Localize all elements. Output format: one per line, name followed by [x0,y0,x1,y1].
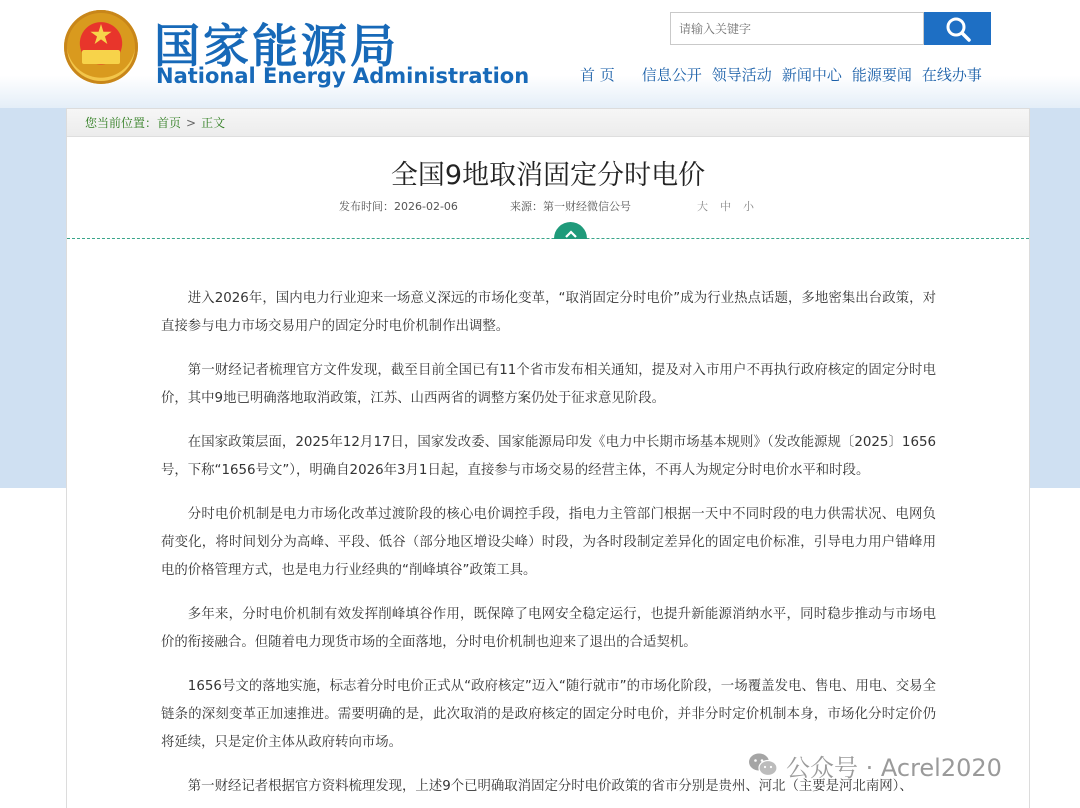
paragraph: 第一财经记者根据官方资料梳理发现，上述9个已明确取消固定分时电价政策的省市分别是贵州、河北（主要是河北南网）、 [187,779,913,794]
article-source: 来源：第一财经微信公号 [510,200,631,213]
watermark [748,748,1002,782]
national-emblem-icon[interactable] [64,10,138,84]
article-body [161,285,936,808]
wechat-icon [748,752,778,778]
nav-online-services[interactable]: 在线办事 [921,66,982,84]
breadcrumb-home[interactable]: 首页 [157,116,182,130]
paragraph: 分时电价机制是电力市场化改革过渡阶段的核心电价调控手段，指电力主管部门根据一天中不同时段的电力供需状况、电网负荷变化，将时间划分为高峰、平段、低谷（部分地区增设尖峰）时段，为各时段制定差异化的固定电价标准，引导电力用户错峰用电的价格管理方式，也是电力行业经典的“削峰填谷”政策工具。 [161,507,936,578]
font-size-small[interactable]: 小 [743,200,754,213]
breadcrumb-prefix: 您当前位置： [85,116,158,130]
nav-info-disclosure[interactable]: 信息公开 [641,66,702,84]
watermark-text: 公众号 · Acrel2020 [786,753,1002,782]
paragraph: 进入2026年，国内电力行业迎来一场意义深远的市场化变革，“取消固定分时电价”成为行业热点话题，多地密集出台政策，对直接参与电力市场交易用户的固定分时电价机制作出调整。 [161,291,936,334]
article-title: 全国9地取消固定分时电价 [390,160,706,191]
article-meta [339,198,839,216]
collapse-toggle[interactable] [554,222,587,239]
article-card [66,108,1030,808]
nav-leadership[interactable]: 领导活动 [711,66,772,84]
breadcrumb-current[interactable]: 正文 [201,116,226,130]
search-icon [944,15,972,43]
font-size-options [697,198,766,214]
breadcrumb [67,109,1029,137]
nav-home[interactable]: 首 页 [580,66,615,84]
nav-news-center[interactable]: 新闻中心 [781,66,842,84]
paragraph: 1656号文的落地实施，标志着分时电价正式从“政府核定”迈入“随行就市”的市场化阶段，一场覆盖发电、售电、用电、交易全链条的深刻变革正加速推进。需要明确的是，此次取消的是政府核定的固定分时电价，并非分时定价机制本身，市场化分时定价仍将延续，只是定价主体从政府转向市场。 [161,679,936,750]
paragraph: 在国家政策层面，2025年12月17日，国家发改委、国家能源局印发《电力中长期市场基本规则》（发改能源规〔2025〕1656号，下称“1656号文”），明确自2026年3月1日起，直接参与市场交易的经营主体，不再人为规定分时电价水平和时段。 [161,435,936,478]
paragraph: 多年来，分时电价机制有效发挥削峰填谷作用，既保障了电网安全稳定运行，也提升新能源消纳水平，同时稳步推动与市场电价的衔接融合。但随着电力现货市场的全面落地，分时电价机制也迎来了退出的合适契机。 [161,607,936,650]
main-nav [572,64,1002,86]
site-title-english[interactable]: National Energy Administration [156,64,530,88]
title-divider [67,238,1029,239]
search-button[interactable] [924,12,991,45]
chevron-right-icon: > [186,116,197,130]
font-size-medium[interactable]: 中 [720,200,731,213]
paragraph: 第一财经记者梳理官方文件发现，截至目前全国已有11个省市发布相关通知，提及对入市用户不再执行政府核定的固定分时电价，其中9地已明确落地取消政策，江苏、山西两省的调整方案仍处于征求意见阶段。 [161,363,936,406]
chevron-up-icon [565,230,577,238]
site-title[interactable]: 国家能源局 [154,19,399,73]
nav-energy-news[interactable]: 能源要闻 [851,66,912,84]
search-input[interactable] [670,12,924,45]
publish-date: 发布时间：2026-02-06 [339,200,458,213]
font-size-large[interactable]: 大 [697,200,708,213]
